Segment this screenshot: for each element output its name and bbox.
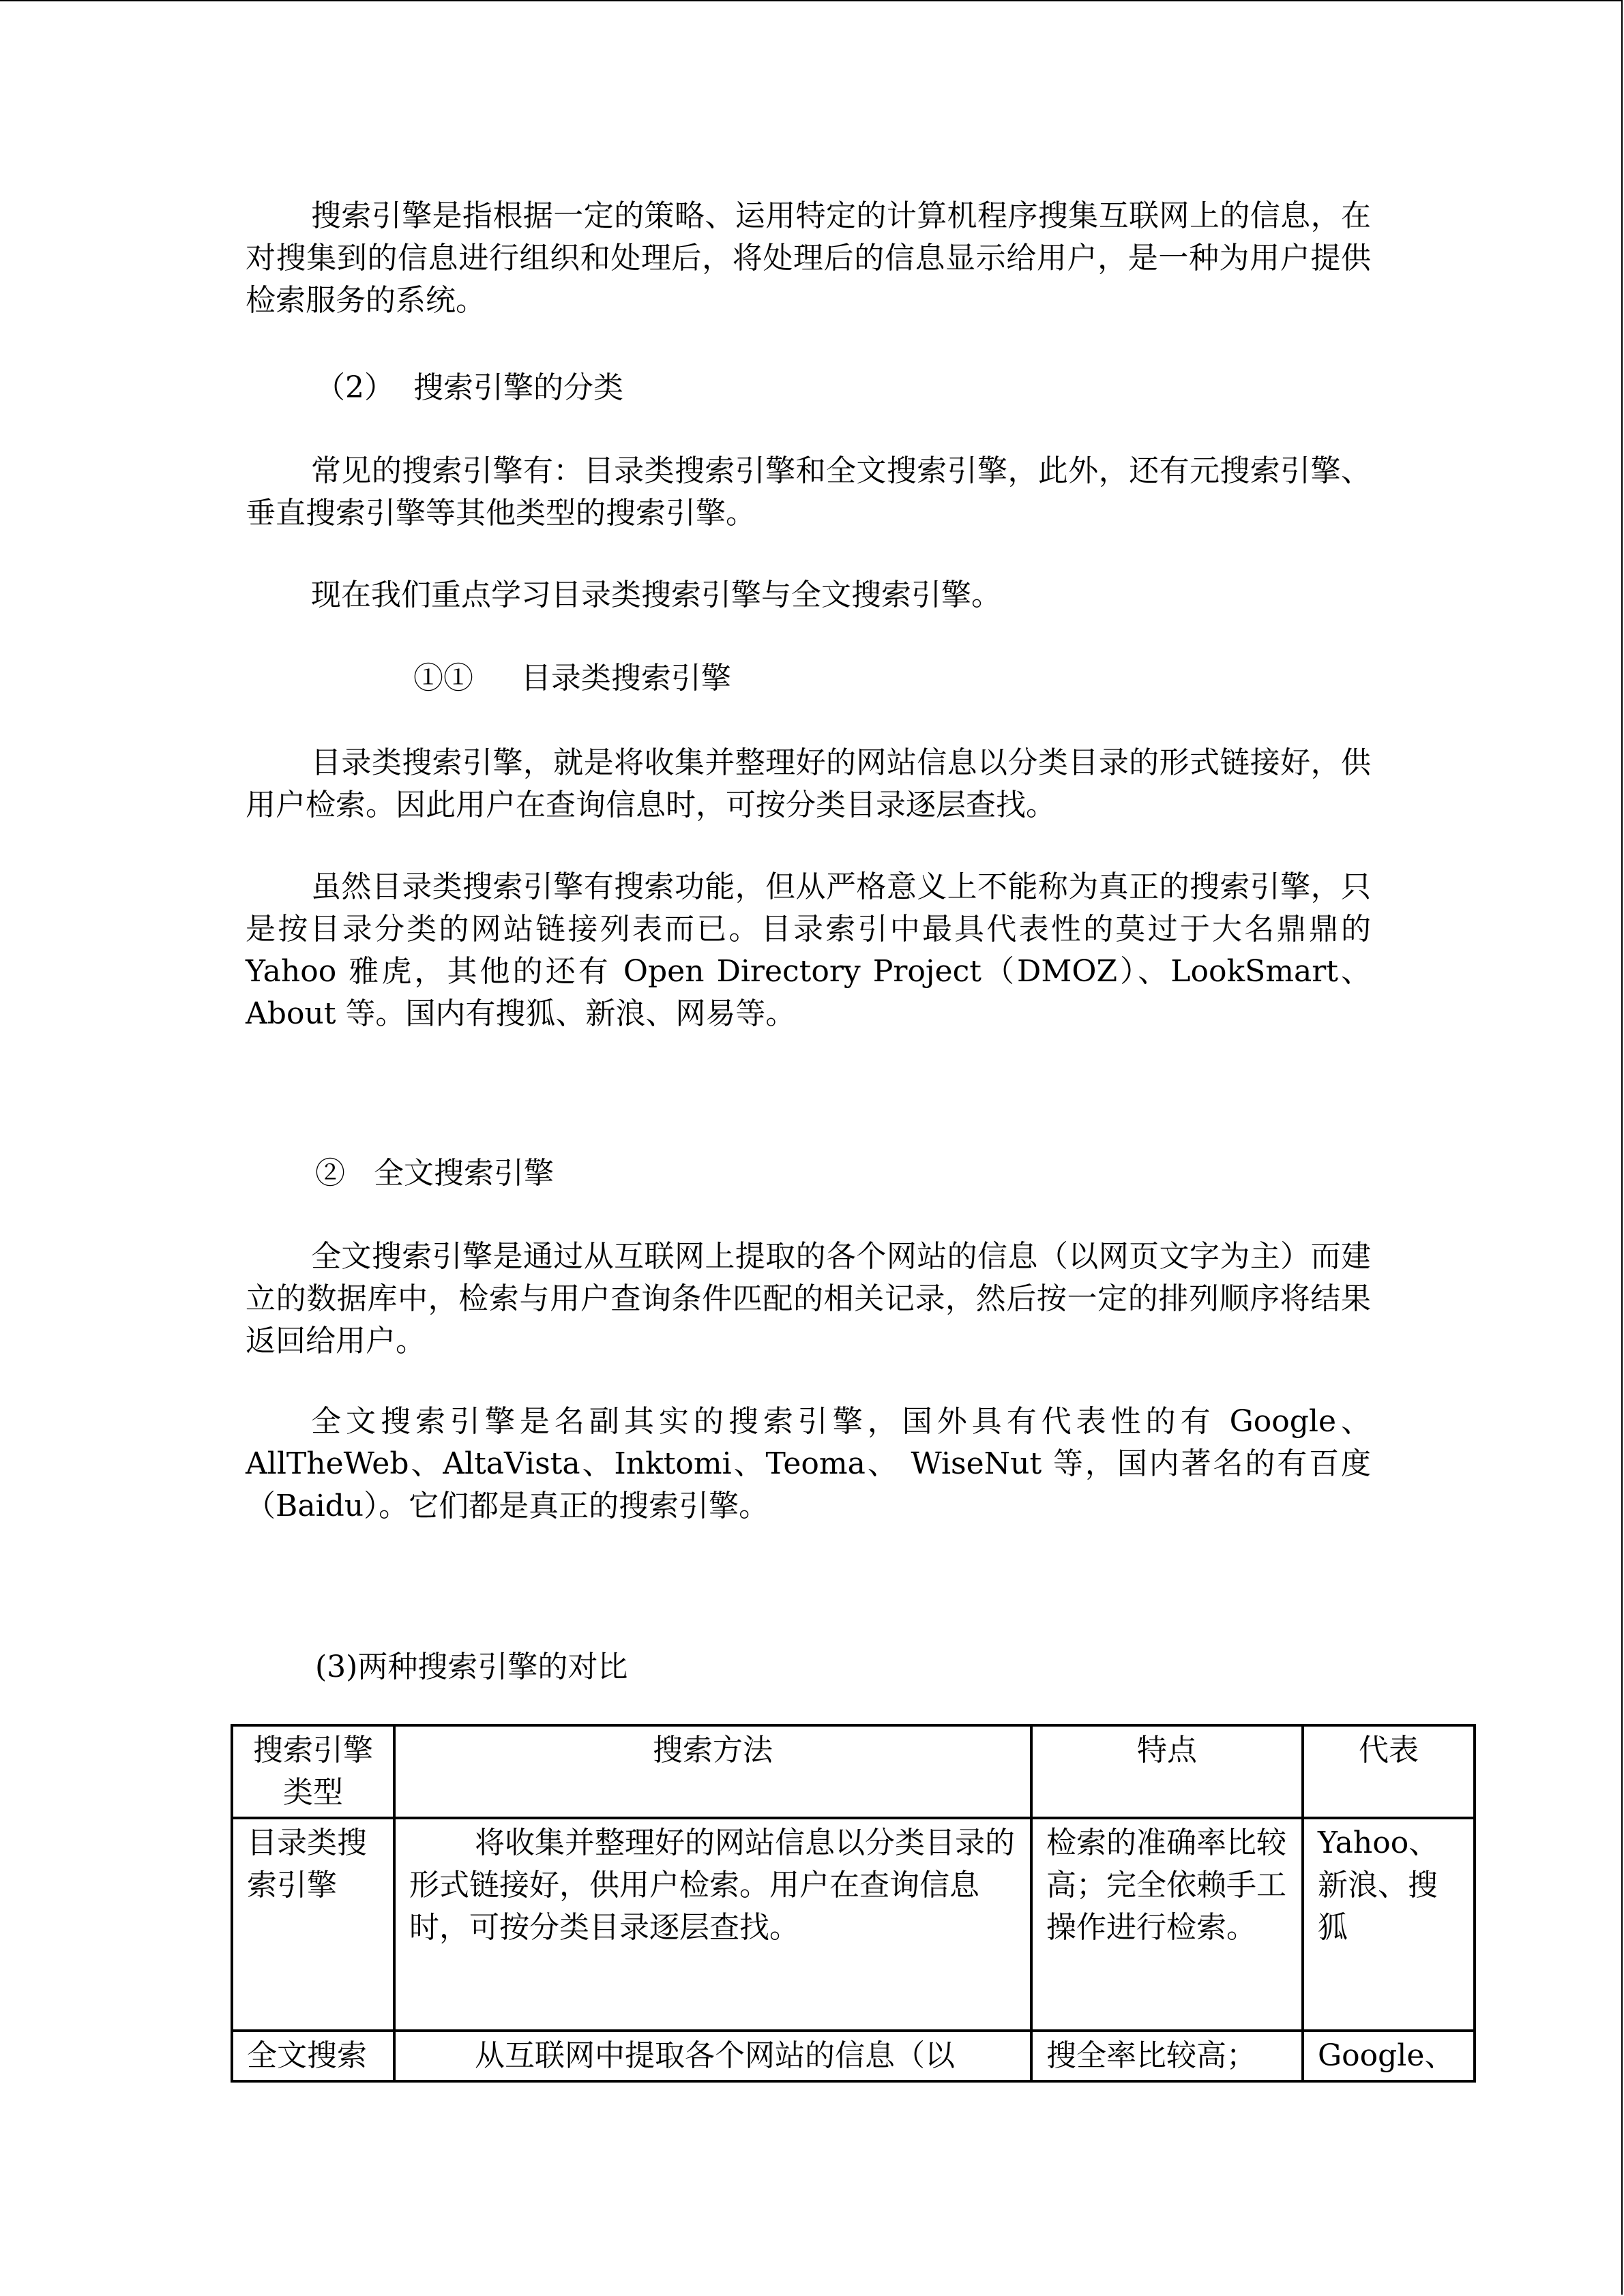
header-cell-method: 搜索方法 — [394, 1725, 1031, 1818]
paragraph-directory-definition: 目录类搜索引擎，就是将收集并整理好的网站信息以分类目录的形式链接好，供用户检索。因此用户在查询信息时，可按分类目录逐层查找。 — [246, 745, 1371, 822]
header-cell-features: 特点 — [1031, 1725, 1303, 1818]
paragraph-fulltext-examples: 全文搜索引擎是名副其实的搜索引擎，国外具有代表性的有 Google、AllTheWeb、AltaVista、Inktomi、Teoma、 WiseNut 等，国内著名的有百度（Baidu）。它们都是真正的搜索引擎。 — [246, 1404, 1371, 1523]
cell-method: 将收集并整理好的网站信息以分类目录的形式链接好，供用户检索。用户在查询信息时，可按分类目录逐层查找。 — [394, 1818, 1031, 2031]
table-header-row — [232, 1725, 1475, 1818]
heading-fulltext-engine: ② 全文搜索引擎 — [315, 1156, 554, 1191]
cell-type: 全文搜索 — [232, 2031, 394, 2081]
cell-representatives: Google、 — [1303, 2031, 1475, 2081]
comparison-table — [231, 1724, 1476, 2083]
table-row — [232, 1818, 1475, 2031]
paragraph-common-types: 常见的搜索引擎有：目录类搜索引擎和全文搜索引擎，此外，还有元搜索引擎、垂直搜索引擎等其他类型的搜索引擎。 — [246, 453, 1371, 531]
cell-features: 检索的准确率比较高；完全依赖手工操作进行检索。 — [1031, 1818, 1303, 2031]
heading-comparison: (3)两种搜索引擎的对比 — [315, 1650, 628, 1684]
heading-classification: （2） 搜索引擎的分类 — [315, 370, 623, 405]
cell-representatives: Yahoo、新浪、搜狐 — [1303, 1818, 1475, 2031]
cell-type: 目录类搜索引擎 — [232, 1818, 394, 2031]
cell-method: 从互联网中提取各个网站的信息（以 — [394, 2031, 1031, 2081]
cell-features: 搜全率比较高； — [1031, 2031, 1303, 2081]
header-cell-type: 搜索引擎类型 — [232, 1725, 394, 1818]
header-cell-representatives: 代表 — [1303, 1725, 1475, 1818]
paragraph-directory-examples: 虽然目录类搜索引擎有搜索功能，但从严格意义上不能称为真正的搜索引擎，只是按目录分类的网站链接列表而已。目录索引中最具代表性的莫过于大名鼎鼎的 Yahoo 雅虎，其他的还有 Open Directory Project（DMOZ）、LookSmart、About 等。国内有搜狐、新浪、网易等。 — [246, 869, 1381, 1031]
paragraph-definition: 搜索引擎是指根据一定的策略、运用特定的计算机程序搜集互联网上的信息，在对搜集到的信息进行组织和处理后，将处理后的信息显示给用户，是一种为用户提供检索服务的系统。 — [246, 198, 1371, 318]
paragraph-fulltext-definition: 全文搜索引擎是通过从互联网上提取的各个网站的信息（以网页文字为主）而建立的数据库中，检索与用户查询条件匹配的相关记录，然后按一定的排列顺序将结果返回给用户。 — [246, 1239, 1371, 1358]
table-row — [232, 2031, 1475, 2081]
paragraph-focus: 现在我们重点学习目录类搜索引擎与全文搜索引擎。 — [311, 578, 1001, 612]
heading-directory-engine: ①① 目录类搜索引擎 — [413, 661, 731, 696]
